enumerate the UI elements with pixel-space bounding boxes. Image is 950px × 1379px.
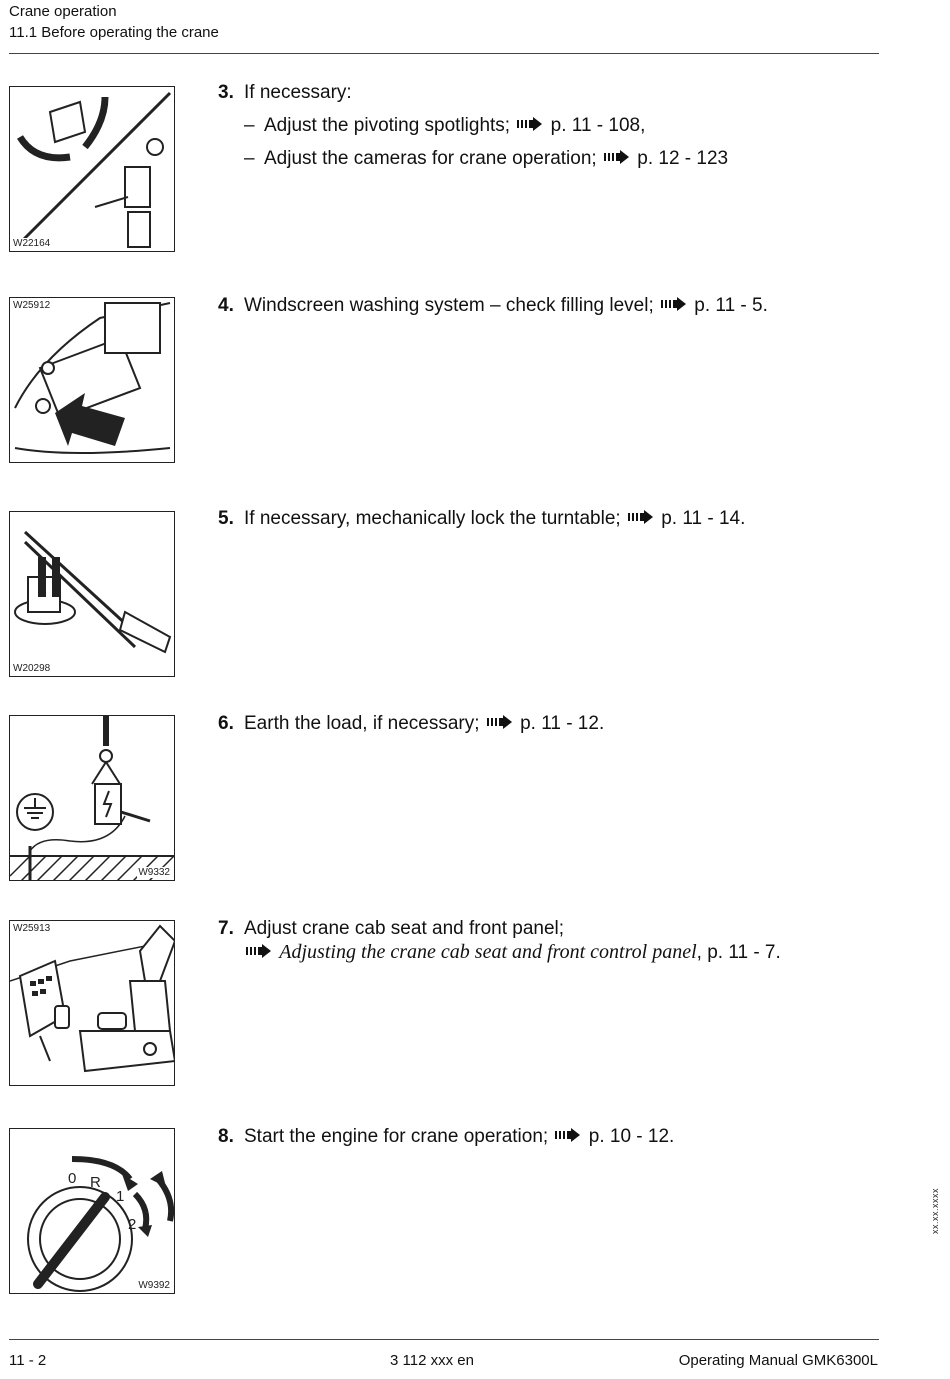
footer-doc-number: 3 112 xxx en bbox=[390, 1352, 474, 1369]
reference-arrow-icon bbox=[246, 944, 272, 958]
switch-label-r: R bbox=[90, 1174, 101, 1191]
reference-arrow-icon bbox=[604, 150, 630, 164]
ignition-switch-illustration bbox=[10, 1129, 175, 1294]
step-4 bbox=[218, 289, 768, 322]
spotlight-camera-illustration bbox=[10, 87, 175, 252]
figure-spotlights-cameras bbox=[9, 86, 175, 252]
figure-turntable-lock bbox=[9, 511, 175, 677]
step-3-sub-2 bbox=[244, 142, 728, 175]
reference-link[interactable]: p. 11 - 5. bbox=[694, 295, 768, 316]
reference-link[interactable]: p. 11 - 108, bbox=[550, 115, 646, 136]
sub-text: Adjust the pivoting spotlights; bbox=[264, 115, 511, 136]
sub-text: Adjust the cameras for crane operation; bbox=[264, 148, 597, 169]
reference-arrow-icon bbox=[555, 1128, 581, 1142]
step-7-reference bbox=[244, 936, 781, 969]
reference-link[interactable]: p. 12 - 123 bbox=[637, 148, 729, 169]
header-section: 11.1 Before operating the crane bbox=[9, 24, 219, 41]
figure-earth-load bbox=[9, 715, 175, 881]
washer-tank-illustration bbox=[10, 298, 175, 463]
reference-arrow-icon bbox=[628, 510, 654, 524]
step-number: 4. bbox=[218, 295, 234, 316]
figure-code: W25912 bbox=[13, 300, 51, 311]
step-number: 8. bbox=[218, 1126, 234, 1147]
header-rule bbox=[9, 53, 879, 54]
earth-load-illustration bbox=[10, 716, 175, 881]
figure-cab-seat bbox=[9, 920, 175, 1086]
reference-link[interactable]: p. 11 - 12. bbox=[520, 713, 605, 734]
step-3-sub-1 bbox=[244, 109, 645, 142]
dash: – bbox=[244, 115, 255, 136]
step-number: 6. bbox=[218, 713, 234, 734]
footer-rule bbox=[9, 1339, 879, 1340]
cab-seat-illustration bbox=[10, 921, 175, 1086]
figure-code: W22164 bbox=[13, 238, 51, 249]
figure-washer-tank bbox=[9, 297, 175, 463]
header-chapter: Crane operation bbox=[9, 3, 117, 20]
figure-code: W25913 bbox=[13, 923, 51, 934]
step-text: If necessary, mechanically lock the turntable; bbox=[244, 508, 621, 529]
footer-page-number: 11 - 2 bbox=[9, 1352, 47, 1369]
reference-arrow-icon bbox=[487, 715, 513, 729]
step-5 bbox=[218, 502, 745, 535]
figure-ignition-switch bbox=[9, 1128, 175, 1294]
step-text: Earth the load, if necessary; bbox=[244, 713, 480, 734]
reference-title-link[interactable]: Adjusting the crane cab seat and front control panel bbox=[279, 941, 697, 963]
figure-code: W9332 bbox=[138, 867, 170, 878]
reference-link[interactable]: p. 10 - 12. bbox=[588, 1126, 675, 1147]
reference-page: , p. 11 - 7. bbox=[696, 942, 781, 963]
switch-label-2: 2 bbox=[128, 1216, 137, 1233]
step-6 bbox=[218, 707, 604, 740]
step-8 bbox=[218, 1120, 674, 1153]
switch-label-1: 1 bbox=[116, 1188, 125, 1205]
step-number: 3. bbox=[218, 82, 234, 103]
reference-arrow-icon bbox=[517, 117, 543, 131]
reference-arrow-icon bbox=[661, 297, 687, 311]
step-text: Start the engine for crane operation; bbox=[244, 1126, 549, 1147]
side-code: xx.xx.xxxx bbox=[930, 1188, 940, 1235]
step-number: 7. bbox=[218, 918, 234, 939]
figure-code: W9392 bbox=[138, 1280, 170, 1291]
turntable-lock-illustration bbox=[10, 512, 175, 677]
reference-link[interactable]: p. 11 - 14. bbox=[661, 508, 746, 529]
step-text: Adjust crane cab seat and front panel; bbox=[244, 918, 565, 939]
step-text: Windscreen washing system – check filling level; bbox=[244, 295, 654, 316]
step-3 bbox=[218, 76, 352, 109]
figure-code: W20298 bbox=[13, 663, 51, 674]
dash: – bbox=[244, 148, 255, 169]
step-text: If necessary: bbox=[244, 82, 352, 103]
footer-manual-title: Operating Manual GMK6300L bbox=[678, 1352, 878, 1369]
step-number: 5. bbox=[218, 508, 234, 529]
switch-label-0: 0 bbox=[68, 1170, 77, 1187]
